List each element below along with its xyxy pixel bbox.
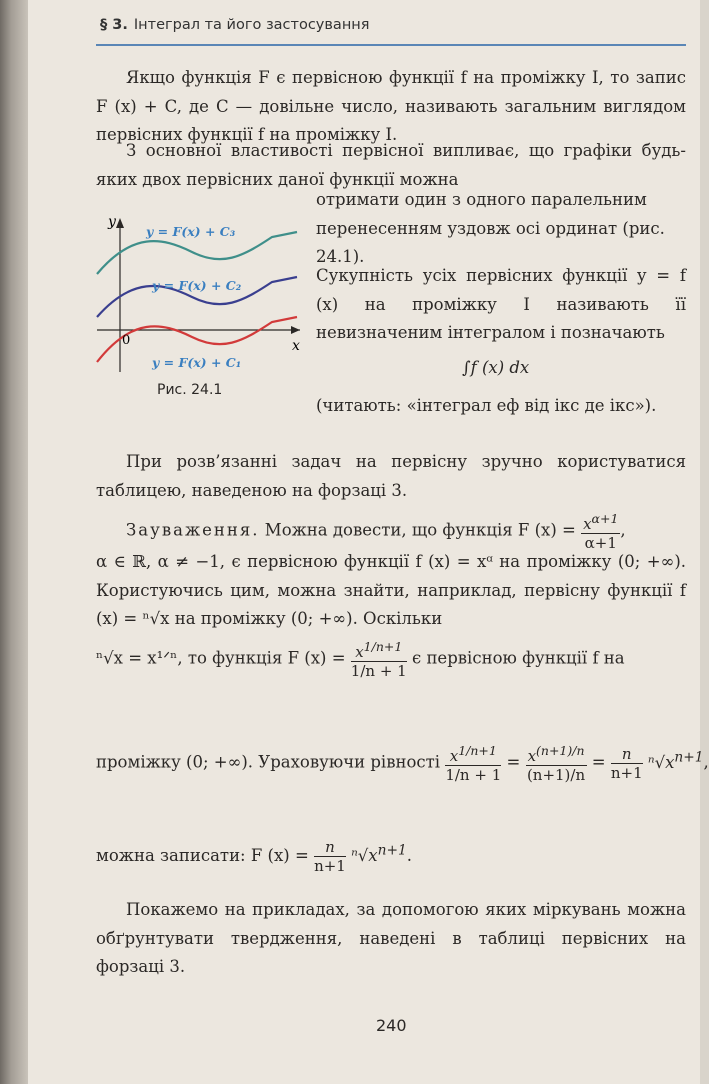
x-axis-label: x	[292, 338, 300, 354]
section-number: § 3.	[100, 17, 128, 33]
remark-label: Зауваження.	[126, 520, 260, 540]
paragraph-property-b: отримати один з одного паралельним перенесенням уздовж осі ординат (рис. 24.1).	[316, 190, 665, 266]
y-axis-label: y	[108, 214, 116, 230]
integral-reading: (читають: «інтеграл еф від ікс де ікс»).	[316, 396, 657, 415]
root-term: $^n√x^{n+1}$	[647, 749, 704, 772]
remark-intro: Можна довести, що функція F (x) =	[264, 520, 576, 540]
root-result: $^n√x^{n+1}$	[351, 842, 407, 865]
page-number: 240	[376, 1016, 407, 1035]
figure-24-1	[92, 212, 306, 380]
paragraph-table: При розв’язанні задач на первісну зручно користуватися таблицею, наведеною на форзаці 3.	[96, 452, 686, 500]
label-c1: y = F(x) + C₁	[152, 355, 242, 370]
x-axis-arrow	[291, 326, 300, 334]
remark-c-tail: є первісною функції f на	[411, 648, 625, 668]
fraction-eq-3: $\frac{n}{n+1}$	[610, 744, 643, 782]
book-spine	[0, 0, 28, 1084]
integral-notation: ∫f (x) dx	[462, 358, 530, 377]
figure-caption: Рис. 24.1	[157, 382, 223, 398]
remark-d-text: проміжку (0; +∞). Ураховуючи рівності	[96, 752, 441, 772]
paragraph-examples: Покажемо на прикладах, за допомогою яких міркувань можна обґрунтувати твердження, наведені в таблиці первісних на форзаці 3.	[96, 900, 686, 976]
paragraph-indefinite-integral: Сукупність усіх первісних функції y = f (x) на проміжку I називають її невизначеним інтегралом і позначають	[316, 266, 686, 342]
y-axis-arrow	[116, 218, 124, 228]
fraction-eq-2: $\frac{x^{(n+1)/n}}{(n+1)/n}$	[526, 743, 586, 784]
header-rule	[96, 44, 686, 46]
remark-e-text: можна записати: F (x) =	[96, 846, 309, 865]
label-c2: y = F(x) + C₂	[152, 278, 242, 293]
fraction-eq-1: $\frac{x^{1/n+1}}{1/n + 1}$	[445, 743, 502, 784]
paragraph-general-antiderivative: Якщо функція F є первісною функції f на проміжку I, то запис F (x) + C, де C — довільне число, називають загальним виглядом первісних функції f на проміжку I.	[96, 68, 686, 144]
label-c3: y = F(x) + C₃	[146, 224, 236, 239]
root-identity: ⁿ√x = x¹ᐟⁿ,	[96, 648, 183, 668]
paragraph-property-a: З основної властивості первісної випливає, що графіки будь-яких двох первісних даної функції можна	[96, 141, 686, 189]
fraction-power: $\frac{x^{\alpha+1}}{\alpha+1}$	[583, 511, 619, 552]
section-title: Інтеграл та його застосування	[133, 17, 370, 33]
fraction-result: $\frac{n}{n+1}$	[314, 838, 346, 875]
running-header	[100, 17, 370, 33]
remark-c-text: то функція F (x) =	[187, 648, 346, 668]
remark-body: α ∈ ℝ, α ≠ −1, є первісною функції f (x) = xᵅ на проміжку (0; +∞). Користуючись цим, можна знайти, наприклад, первісну функції f (x) = ⁿ√x на проміжку (0; +∞). Оскільки	[96, 552, 686, 628]
fraction-root-power: $\frac{x^{1/n+1}}{1/n + 1}$	[350, 639, 407, 680]
origin-label: 0	[122, 333, 131, 348]
